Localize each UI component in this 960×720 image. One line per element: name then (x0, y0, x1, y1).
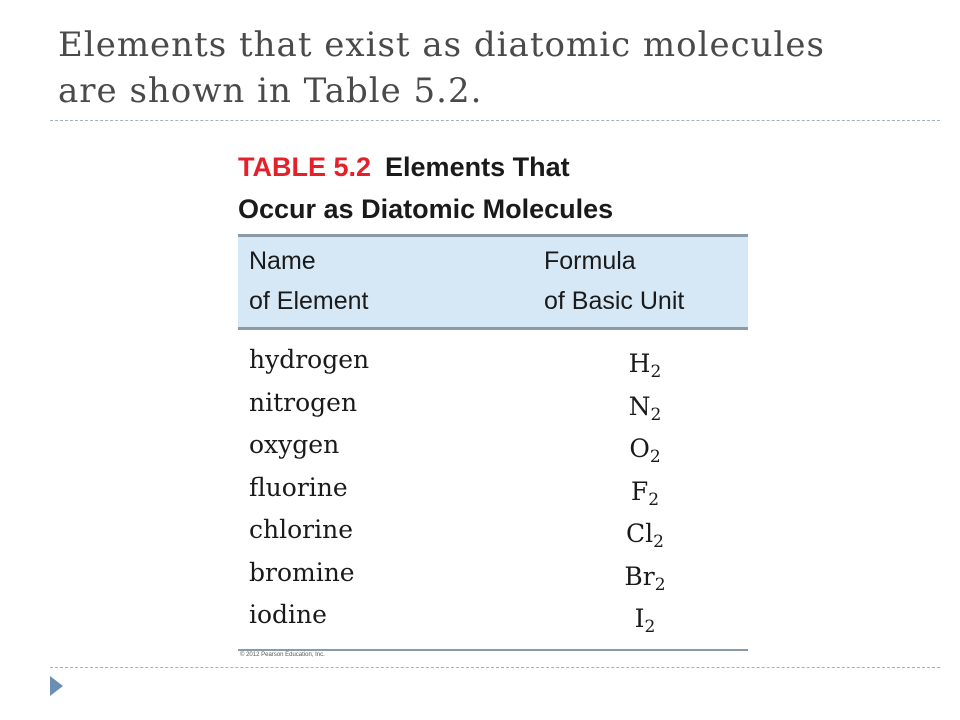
element-name: hydrogen (249, 345, 370, 374)
slide-title-line-1: Elements that exist as diatomic molecules (58, 25, 826, 65)
formula-subscript: 2 (650, 362, 662, 382)
formula-subscript: 2 (644, 617, 656, 637)
element-name: oxygen (249, 430, 340, 459)
element-formula (610, 598, 680, 648)
table-title-line-1: Elements That (385, 152, 570, 182)
column-header-name-line-2: of Element (249, 287, 369, 315)
table-row (238, 509, 748, 552)
bullet-triangle-icon (50, 676, 63, 696)
element-name: bromine (249, 557, 355, 587)
bottom-divider (50, 667, 940, 668)
slide-title-line-2: are shown in Table 5.2. (58, 71, 483, 111)
table-row (238, 339, 748, 382)
column-header-name (249, 241, 369, 321)
formula-symbol: Cl (626, 519, 654, 548)
column-header-formula-line-1: Formula (544, 247, 636, 275)
table-figure (238, 146, 750, 662)
table-body (238, 339, 748, 637)
formula-subscript: 2 (653, 532, 664, 552)
table-row (238, 382, 748, 425)
column-header-formula (544, 241, 684, 321)
formula-subscript: 2 (649, 447, 661, 467)
formula-subscript: 2 (648, 489, 660, 510)
element-name: nitrogen (249, 387, 358, 417)
table-caption (238, 146, 750, 230)
table-row (238, 467, 748, 510)
formula-symbol: H (628, 349, 651, 378)
top-divider (50, 120, 940, 121)
slide-title (58, 22, 918, 114)
formula-symbol: F (630, 476, 649, 506)
table-header (238, 234, 748, 330)
formula-subscript: 2 (650, 404, 662, 425)
copyright-note: © 2012 Pearson Education, Inc. (240, 652, 325, 658)
table-footer-rule (238, 649, 748, 651)
element-name: fluorine (249, 472, 348, 502)
formula-symbol: N (628, 391, 651, 421)
element-name: iodine (249, 600, 327, 629)
table-number: TABLE 5.2 (238, 152, 372, 182)
table-row (238, 552, 748, 595)
formula-symbol: Br (624, 561, 655, 591)
element-name: chlorine (249, 515, 353, 544)
column-header-formula-line-2: of Basic Unit (544, 287, 685, 315)
formula-subscript: 2 (654, 574, 666, 595)
formula-symbol: O (629, 434, 650, 463)
column-header-name-line-1: Name (249, 247, 316, 275)
table-title-line-2: Occur as Diatomic Molecules (238, 194, 614, 224)
table-row (238, 594, 748, 637)
formula-symbol: I (634, 604, 645, 633)
table-row (238, 424, 748, 467)
